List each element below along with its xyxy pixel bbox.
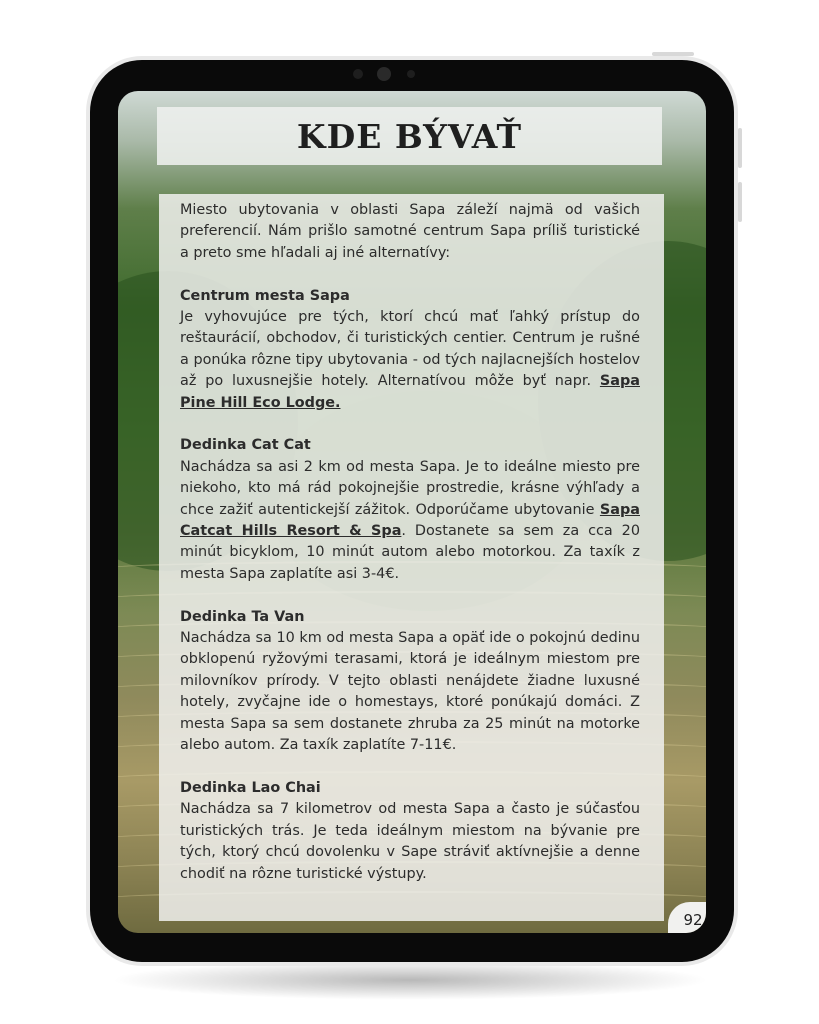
volume-up-button xyxy=(738,128,742,168)
tablet-screen xyxy=(118,91,706,933)
section-text-after: . Dostanete sa sem za cca 20 minút bicyklom, 10 minút autom alebo motorkou. Za taxík z mesta Sapa zaplatíte asi 3-4€. xyxy=(180,523,640,582)
intro-paragraph: Miesto ubytovania v oblasti Sapa záleží najmä od vašich preferencií. Nám prišlo samotné centrum Sapa príliš turistické a preto sme hľadali aj iné alternatívy: xyxy=(180,202,640,261)
volume-down-button xyxy=(738,182,742,222)
section-text: Nachádza sa 10 km od mesta Sapa a opäť ide o pokojnú dedinu obklopenú ryžovými terasami, ktorá je ideálnym miestom pre milovníkov prírody. V tejto oblasti nenájdete žiadne luxusné hotely, zvyčajne ide o homestays, ktoré ponúkajú domáci. Z mesta Sapa sa sem dostanete zhruba za 25 minút na motorke alebo autom. Za taxík zaplatíte 7-11€. xyxy=(180,630,640,754)
section-heading: Centrum mesta Sapa xyxy=(180,287,350,304)
title-banner xyxy=(157,107,662,165)
tablet-shadow xyxy=(110,960,710,1000)
section-centrum xyxy=(180,286,640,414)
section-text: Nachádza sa 7 kilometrov od mesta Sapa a často je súčasťou turistických trás. Je teda ideálnym miestom na bývanie pre tých, ktorý chcú dovolenku v Sape stráviť aktívnejšie a denne chodiť na rôzne turistické výstupy. xyxy=(180,801,640,882)
page-title: KDE BÝVAŤ xyxy=(296,116,523,156)
top-button xyxy=(652,52,694,56)
camera-icon xyxy=(353,69,363,79)
section-heading: Dedinka Lao Chai xyxy=(180,779,321,796)
page-number: 92 xyxy=(668,902,706,933)
section-text: Je vyhovujúce pre tých, ktorí chcú mať ľahký prístup do reštaurácií, obchodov, či turistických centier. Centrum je rušné a ponúka rôzne tipy ubytovania - od tých najlacnejších hostelov až po luxusnejšie hotely. Alternatívou môže byť napr. xyxy=(180,309,640,390)
camera-lens-icon xyxy=(377,67,391,81)
sensor-icon xyxy=(407,70,415,78)
section-cat-cat xyxy=(180,435,640,585)
section-lao-chai xyxy=(180,778,640,885)
section-heading: Dedinka Cat Cat xyxy=(180,437,311,454)
section-text: Nachádza sa asi 2 km od mesta Sapa. Je to ideálne miesto pre niekoho, kto má rád pokojnejšie prostredie, krásne výhľady a chce zažiť autentickejší zážitok. Odporúčame ubytovanie xyxy=(180,458,640,518)
link-sapa-pine-hill[interactable]: Sapa Pine Hill Eco Lodge. xyxy=(180,373,640,411)
link-sapa-catcat-hills[interactable]: Sapa Catcat Hills Resort & Spa xyxy=(180,501,640,540)
section-ta-van xyxy=(180,607,640,757)
section-heading: Dedinka Ta Van xyxy=(180,608,305,625)
article-body xyxy=(180,200,640,906)
